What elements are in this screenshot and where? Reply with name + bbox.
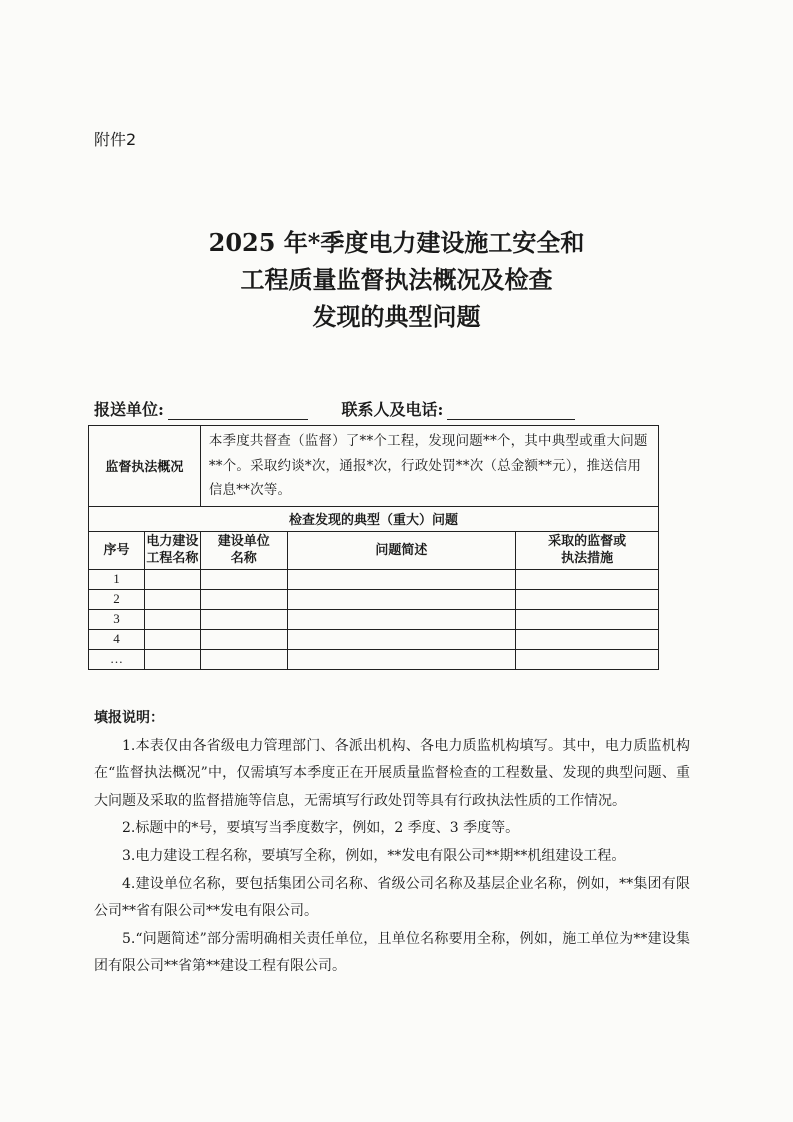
report-table bbox=[88, 425, 659, 670]
col-construction-unit bbox=[200, 531, 287, 569]
document-title bbox=[0, 224, 793, 335]
col-problem-description: 问题简述 bbox=[287, 531, 516, 569]
cell-construction-unit[interactable] bbox=[200, 649, 287, 669]
cell-problem-description[interactable] bbox=[287, 569, 516, 589]
col-project-name-line1: 电力建设 bbox=[146, 534, 199, 549]
cell-measures[interactable] bbox=[516, 569, 659, 589]
cell-measures[interactable] bbox=[516, 629, 659, 649]
supervision-label: 监督执法概况 bbox=[89, 426, 201, 507]
cell-construction-unit[interactable] bbox=[200, 569, 287, 589]
cell-project-name[interactable] bbox=[144, 649, 200, 669]
cell-measures[interactable] bbox=[516, 609, 659, 629]
row-number: 4 bbox=[89, 629, 145, 649]
contact-label: 联系人及电话: bbox=[341, 400, 444, 419]
row-number: 3 bbox=[89, 609, 145, 629]
instruction-item-5: 5.“问题简述”部分需明确相关责任单位，且单位名称要用全称，例如，施工单位为**建设集团有限公司**省第**建设工程有限公司。 bbox=[94, 930, 690, 975]
table-row bbox=[89, 609, 659, 629]
reporting-unit-blank[interactable] bbox=[168, 403, 308, 420]
instruction-item-2: 2.标题中的*号，要填写当季度数字，例如，2 季度、3 季度等。 bbox=[122, 820, 520, 837]
cell-problem-description[interactable] bbox=[287, 649, 516, 669]
table-row bbox=[89, 569, 659, 589]
row-number: 1 bbox=[89, 569, 145, 589]
cell-measures[interactable] bbox=[516, 589, 659, 609]
instructions-heading: 填报说明： bbox=[94, 710, 164, 726]
row-number: 2 bbox=[89, 589, 145, 609]
cell-construction-unit[interactable] bbox=[200, 609, 287, 629]
col-measures-line2: 执法措施 bbox=[561, 551, 614, 566]
cell-construction-unit[interactable] bbox=[200, 629, 287, 649]
col-project-name-line2: 工程名称 bbox=[146, 551, 199, 566]
supervision-text: 本季度共督查（监督）了**个工程，发现问题**个，其中典型或重大问题**个。采取约谈*次，通报*次，行政处罚**次（总金额**元），推送信用信息**次等。 bbox=[200, 426, 658, 507]
col-measures-line1: 采取的监督或 bbox=[548, 534, 627, 549]
section-title: 检查发现的典型（重大）问题 bbox=[89, 506, 659, 531]
instruction-item-3: 3.电力建设工程名称，要填写全称，例如，**发电有限公司**期**机组建设工程。 bbox=[122, 847, 626, 864]
table-row bbox=[89, 649, 659, 669]
cell-project-name[interactable] bbox=[144, 569, 200, 589]
table-row bbox=[89, 589, 659, 609]
attachment-label: 附件2 bbox=[94, 130, 137, 149]
cell-project-name[interactable] bbox=[144, 589, 200, 609]
cell-measures[interactable] bbox=[516, 649, 659, 669]
report-info-line bbox=[94, 397, 654, 420]
col-construction-unit-line2: 名称 bbox=[230, 551, 257, 566]
cell-construction-unit[interactable] bbox=[200, 589, 287, 609]
section-header-row bbox=[89, 506, 659, 531]
col-seq: 序号 bbox=[89, 531, 145, 569]
row-number: … bbox=[89, 649, 145, 669]
supervision-row bbox=[89, 426, 659, 507]
col-project-name bbox=[144, 531, 200, 569]
cell-problem-description[interactable] bbox=[287, 609, 516, 629]
col-measures bbox=[516, 531, 659, 569]
col-construction-unit-line1: 建设单位 bbox=[217, 534, 270, 549]
cell-problem-description[interactable] bbox=[287, 629, 516, 649]
column-header-row bbox=[89, 531, 659, 569]
instruction-item-4: 4.建设单位名称，要包括集团公司名称、省级公司名称及基层企业名称，例如，**集团有限公司**省有限公司**发电有限公司。 bbox=[94, 875, 690, 920]
cell-problem-description[interactable] bbox=[287, 589, 516, 609]
title-line-3: 发现的典型问题 bbox=[312, 302, 481, 331]
title-line-2: 工程质量监督执法概况及检查 bbox=[240, 265, 553, 294]
instruction-item-1: 1.本表仅由各省级电力管理部门、各派出机构、各电力质监机构填写。其中，电力质监机构在“监督执法概况”中，仅需填写本季度正在开展质量监督检查的工程数量、发现的典型问题、重大问题及采取的监督措施等信息，无需填写行政处罚等具有行政执法性质的工作情况。 bbox=[94, 737, 690, 809]
cell-project-name[interactable] bbox=[144, 629, 200, 649]
table-row bbox=[89, 629, 659, 649]
contact-blank[interactable] bbox=[447, 403, 575, 420]
title-line-1: 2025 年*季度电力建设施工安全和 bbox=[208, 228, 585, 257]
reporting-unit-label: 报送单位: bbox=[94, 400, 164, 419]
filling-instructions bbox=[94, 705, 690, 981]
cell-project-name[interactable] bbox=[144, 609, 200, 629]
